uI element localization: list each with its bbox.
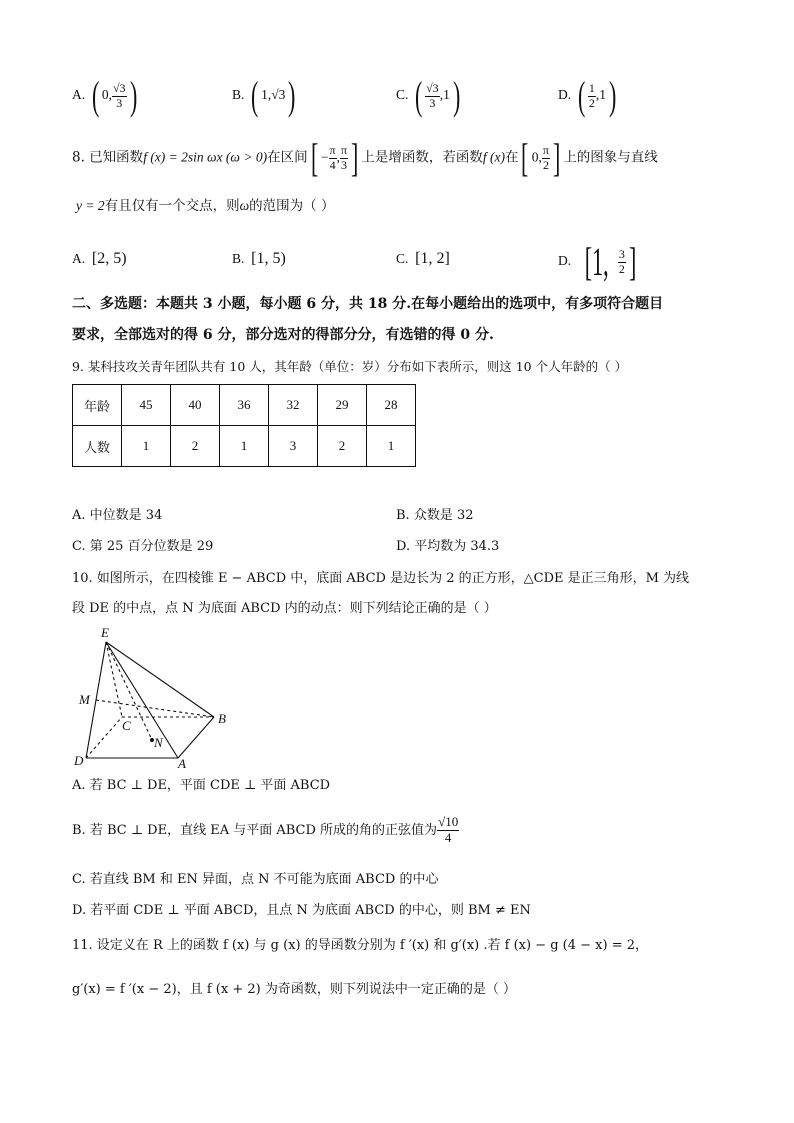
table-cell: 2 xyxy=(171,426,220,467)
label-b: B xyxy=(218,711,226,726)
q10-option-b: B. 若 BC ⊥ DE，直线 EA 与平面 ABCD 所成的角的正弦值为 $\frac{√10}{4}$ xyxy=(72,814,459,845)
q9-stem: 9. 某科技攻关青年团队共有 10 人，其年龄（单位：岁）分布如下表所示，则这 10 个人年龄的（ ） xyxy=(72,359,628,374)
q8-option-b: B. [1, 5) xyxy=(232,250,286,267)
label-c: C xyxy=(122,718,131,733)
table-row xyxy=(73,426,416,467)
q9-option-d: D. 平均数为 34.3 xyxy=(396,539,500,554)
table-header-cell: 人数 xyxy=(73,426,122,467)
q10-stem-line2: 段 DE 的中点，点 N 为底面 ABCD 内的动点：则下列结论正确的是（ ） xyxy=(72,601,497,616)
q8-stem-line1: 8. 已知函数f (x) = 2sin ωx (ω > 0)在区间[ − $\frac{\pi}{4}$ , $\frac{\pi}{3}$ ] 上是增函数，若函数f (x)在[ 0, $\frac{\pi}{2}$ ] 上的图象与直线 xyxy=(72,135,658,180)
table-row xyxy=(73,385,416,426)
label-e: E xyxy=(101,625,109,640)
q10-option-d: D. 若平面 CDE ⊥ 平面 ABCD，且点 N 为底面 ABCD 的中心，则 BM ≠ EN xyxy=(72,903,531,918)
q7-option-b: B. ( 1,√3) xyxy=(232,73,296,118)
label-a: A xyxy=(178,756,186,769)
table-cell: 36 xyxy=(220,385,269,426)
label-n: N xyxy=(154,735,163,750)
table-cell: 1 xyxy=(122,426,171,467)
section2-heading-line1: 二、多选题：本题共 3 小题，每小题 6 分，共 18 分.在每小题给出的选项中，有多项符合题目 xyxy=(72,296,664,312)
table-cell: 40 xyxy=(171,385,220,426)
q9-option-b: B. 众数是 32 xyxy=(396,508,474,523)
q8-option-c: C. [1, 2] xyxy=(396,250,450,267)
edge-ec xyxy=(106,642,122,717)
edge-eb xyxy=(106,642,214,717)
q10-option-c: C. 若直线 BM 和 EN 异面，点 N 不可能为底面 ABCD 的中心 xyxy=(72,872,439,887)
q7-option-d: D. ( $\frac{1}{2}$ ,1) xyxy=(558,73,617,118)
table-header-cell: 年龄 xyxy=(73,385,122,426)
edge-mb xyxy=(96,700,214,717)
table-cell: 32 xyxy=(269,385,318,426)
q8-stem-line2: y = 2有且仅有一个交点，则ω的范围为（ ） xyxy=(76,198,335,214)
q7-option-c: C. ( $\frac{√3}{3}$ ,1) xyxy=(396,73,461,118)
edge-ab xyxy=(178,717,214,758)
table-cell: 45 xyxy=(122,385,171,426)
table-cell: 29 xyxy=(318,385,367,426)
q8-option-a: A. [2, 5) xyxy=(72,250,127,267)
q8-option-d: D. [1, $\frac{3}{2}$ ] xyxy=(558,239,637,284)
q11-stem-line2: g′(x) = f ′(x − 2)，且 f (x + 2) 为奇函数，则下列说法中一定正确的是（ ） xyxy=(72,982,516,997)
table-cell: 28 xyxy=(367,385,416,426)
q9-option-c: C. 第 25 百分位数是 29 xyxy=(72,539,214,554)
label-d: D xyxy=(74,753,84,768)
age-distribution-table xyxy=(72,384,416,467)
q9-option-a: A. 中位数是 34 xyxy=(72,508,163,523)
pyramid-figure xyxy=(72,624,242,773)
edge-dc xyxy=(86,717,122,758)
q10-option-a: A. 若 BC ⊥ DE，平面 CDE ⊥ 平面 ABCD xyxy=(72,778,331,793)
table-cell: 3 xyxy=(269,426,318,467)
edge-ea xyxy=(106,642,178,758)
label-m: M xyxy=(79,692,90,707)
table-cell: 1 xyxy=(367,426,416,467)
q11-stem-line1: 11. 设定义在 R 上的函数 f (x) 与 g (x) 的导函数分别为 f ′(x) 和 g′(x) .若 f (x) − g (4 − x) = 2， xyxy=(72,938,649,953)
q7-option-a: A. ( 0, $\frac{√3}{3}$ ) xyxy=(72,73,137,118)
section2-heading-line2: 要求，全部选对的得 6 分，部分选对的得部分分，有选错的得 0 分. xyxy=(72,327,494,343)
q10-stem-line1: 10. 如图所示，在四棱锥 E − ABCD 中，底面 ABCD 是边长为 2 的正方形，△CDE 是正三角形，M 为线 xyxy=(72,571,690,586)
table-cell: 1 xyxy=(220,426,269,467)
table-cell: 2 xyxy=(318,426,367,467)
